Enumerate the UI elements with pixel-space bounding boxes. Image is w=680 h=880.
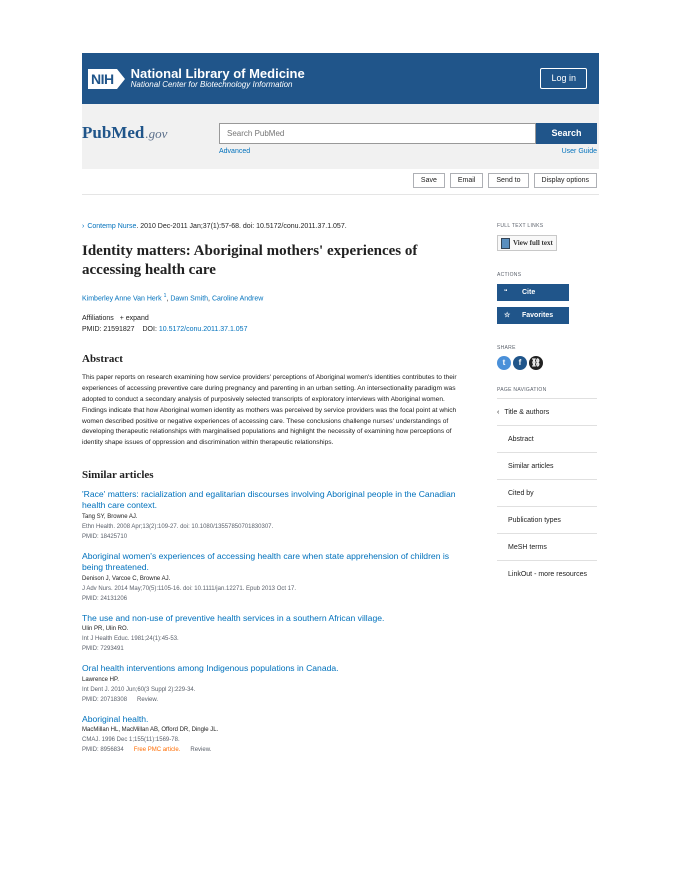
abstract-text: This paper reports on research examining how service providers' perceptions of Aboriginal women's identities contributes to their experiences of accessing preventive care during pregnancy and parenting in an urban setting. An intersectionality paradigm was adopted to conduct a secondary analysis of purposively selected transcripts of exploratory interviews with Aboriginal women. Findings indicate that how Aboriginal women identity as mothers was perceived by service providers was the focal point at which women described positive or negative experiences of accessing care. These conclusions challenge nurses' understandings of developing therapeutic relationships with marginalised populations and highlight the necessity of examining how perceptions of identity shape issues of oppression and discrimination within therapeutic relationships. [82, 374, 457, 447]
similar-article [82, 663, 457, 705]
pmid: PMID: 24131206 [82, 595, 128, 602]
pubmed-logo-pub: Pub [82, 123, 112, 142]
author-sep: , [166, 295, 171, 303]
similar-article-citation: Ethn Health. 2008 Apr;13(2):109-27. doi: 10.1080/13557850701830307. [82, 523, 274, 530]
pmid: PMID: 18425710 [82, 533, 128, 540]
pmid: PMID: 8956834 [82, 747, 124, 754]
similar-article-pmid [82, 594, 457, 604]
abstract-heading: Abstract [82, 353, 123, 366]
pmid: PMID: 21591827 [82, 326, 135, 334]
cite-label: Cite [522, 288, 536, 296]
pubmed-search-header [82, 104, 599, 169]
link-icon[interactable]: ⛓ [529, 356, 543, 370]
page-navigation-label: PAGE NAVIGATION [497, 386, 547, 393]
similar-article-title[interactable]: Aboriginal health. [82, 713, 149, 724]
advanced-search-link[interactable]: Advanced [219, 148, 251, 155]
similar-article-authors: Denison J, Varcoe C, Browne AJ. [82, 575, 171, 582]
send-to-button[interactable]: Send to [488, 173, 528, 188]
journal-citation [82, 223, 457, 230]
similar-article-authors: MacMillan HL, MacMillan AB, Offord DR, Dingle JL. [82, 727, 219, 734]
similar-article-title[interactable]: Oral health interventions among Indigenous populations in Canada. [82, 663, 339, 674]
nih-banner [82, 53, 599, 104]
save-button[interactable]: Save [413, 173, 445, 188]
review-badge: Review. [190, 747, 212, 754]
similar-article-title[interactable]: 'Race' matters: racialization and egalitarian discourses involving Aboriginal people in the Canadian health care context. [82, 488, 456, 511]
free-pmc-badge[interactable]: Free PMC article. [133, 747, 181, 754]
pubmed-logo[interactable] [82, 123, 167, 143]
similar-article-pmid [82, 745, 457, 755]
author-affil-sup[interactable]: 1 [163, 293, 167, 299]
pmid: PMID: 20718308 [82, 696, 128, 703]
pmid: PMID: 7293491 [82, 646, 124, 653]
author-link[interactable]: Kimberley Anne Van Herk [82, 295, 162, 303]
expand-toggle[interactable]: + expand [119, 315, 149, 323]
article-toolbar [413, 173, 597, 188]
favorites-label: Favorites [522, 311, 554, 319]
similar-article [82, 613, 457, 655]
similar-article-citation: Int Dent J. 2010 Jun;60(3 Suppl 2):229-34. [82, 686, 196, 693]
similar-article-authors: Ulin PR, Ulin RO. [82, 626, 129, 633]
similar-articles-list [82, 489, 457, 756]
similar-article-authors: Tang SY, Browne AJ. [82, 513, 138, 520]
similar-article-title[interactable]: Aboriginal women's experiences of accessing health care when state apprehension of children is being threatened. [82, 550, 450, 573]
page [82, 53, 599, 754]
author-link[interactable]: Dawn Smith [170, 295, 209, 303]
display-options-button[interactable]: Display options [534, 173, 597, 188]
user-guide-link[interactable]: User Guide [561, 148, 597, 155]
journal-link[interactable]: Contemp Nurse [87, 223, 137, 230]
similar-article-pmid [82, 644, 457, 654]
nih-subtitle: National Center for Biotechnology Information [130, 80, 293, 90]
nav-abstract[interactable]: Abstract [497, 425, 597, 452]
share-buttons [497, 356, 597, 370]
quote-icon: “ [504, 288, 508, 296]
sidebar [497, 223, 597, 587]
nav-cited-by[interactable]: Cited by [497, 479, 597, 506]
pubmed-logo-gov: .gov [145, 126, 168, 141]
nih-logo-arrow-icon [117, 69, 125, 89]
identifiers-row [82, 326, 457, 333]
chevron-right-icon: › [82, 223, 85, 230]
similar-article [82, 489, 457, 542]
chevron-left-icon: ‹ [497, 408, 500, 416]
article-main [82, 223, 457, 764]
similar-article-citation: CMAJ. 1996 Dec 1;155(11):1569-78. [82, 737, 180, 744]
email-button[interactable]: Email [450, 173, 484, 188]
search-input[interactable] [219, 123, 536, 144]
similar-articles-heading: Similar articles [82, 468, 154, 481]
view-full-text-label: View full text [513, 239, 553, 247]
review-badge: Review. [137, 696, 159, 703]
nav-linkout[interactable]: LinkOut - more resources [497, 560, 597, 587]
toolbar-divider [82, 194, 599, 195]
nih-logo[interactable] [88, 67, 305, 89]
citation-text: . 2010 Dec-2011 Jan;37(1):57-68. doi: 10.5172/conu.2011.37.1.057. [136, 223, 347, 230]
nih-logo-text [131, 67, 305, 89]
similar-article-citation: J Adv Nurs. 2014 May;70(5):1105-16. doi: 10.1111/jan.12271. Epub 2013 Oct 17. [82, 585, 297, 592]
nav-label: Title & authors [504, 408, 550, 416]
similar-article [82, 714, 457, 756]
favorites-button[interactable] [497, 307, 569, 324]
nih-logo-box: NIH [88, 69, 117, 89]
author-sep: , [208, 295, 212, 303]
author-link[interactable]: Caroline Andrew [211, 295, 264, 303]
nav-title-authors[interactable] [497, 398, 597, 425]
authors-list [82, 293, 457, 302]
actions-label: ACTIONS [497, 271, 522, 278]
page-navigation-list [497, 398, 597, 587]
search-button[interactable]: Search [536, 123, 597, 144]
twitter-icon[interactable]: t [497, 356, 511, 370]
similar-article-pmid [82, 695, 457, 705]
full-text-links-label: FULL TEXT LINKS [497, 223, 544, 229]
share-label: SHARE [497, 344, 516, 351]
nih-title: National Library of Medicine [130, 66, 305, 82]
cite-button[interactable] [497, 284, 569, 301]
login-button[interactable]: Log in [540, 68, 587, 89]
nav-mesh-terms[interactable]: MeSH terms [497, 533, 597, 560]
affiliations-row [82, 315, 457, 322]
affiliations-label[interactable]: Affiliations [82, 315, 114, 323]
doi-link[interactable]: 10.5172/conu.2011.37.1.057 [158, 326, 248, 334]
view-full-text-button[interactable] [497, 235, 557, 251]
similar-article-pmid [82, 532, 457, 542]
similar-article [82, 551, 457, 604]
document-icon [501, 238, 510, 249]
similar-article-title[interactable]: The use and non-use of preventive health services in a southern African village. [82, 612, 385, 623]
nav-publication-types[interactable]: Publication types [497, 506, 597, 533]
facebook-icon[interactable]: f [513, 356, 527, 370]
nav-similar-articles[interactable]: Similar articles [497, 452, 597, 479]
article-title: Identity matters: Aboriginal mothers' experiences of accessing health care [82, 243, 418, 278]
star-icon: ☆ [504, 312, 511, 319]
similar-article-authors: Lawrence HP. [82, 676, 119, 683]
pubmed-logo-med: Med [111, 123, 145, 142]
search-bar [219, 123, 597, 144]
doi-label: DOI: [142, 326, 157, 334]
similar-article-citation: Int J Health Educ. 1981;24(1):45-53. [82, 636, 179, 643]
